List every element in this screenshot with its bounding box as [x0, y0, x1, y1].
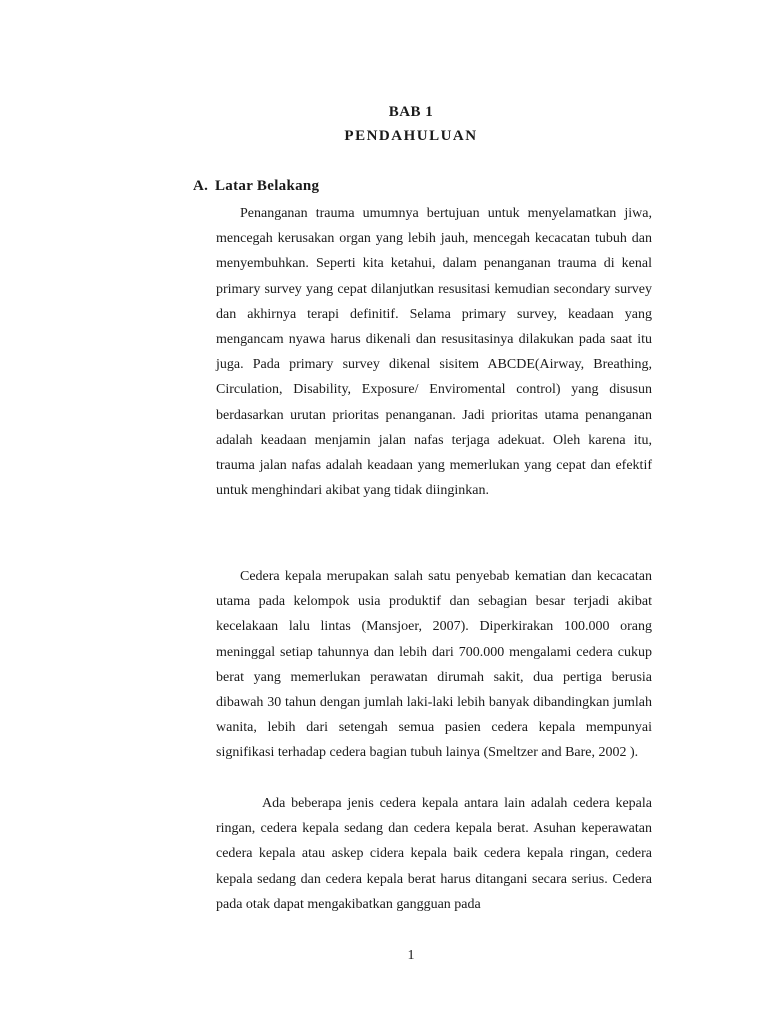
paragraph-3: Ada beberapa jenis cedera kepala antara lain adalah cedera kepala ringan, cedera kepala sedang dan cedera kepala berat. Asuhan keperawatan cedera kepala atau askep cidera kepala baik cedera kepala ringan, cedera kepala sedang dan cedera kepala berat harus ditangani secara serius. Cedera pada otak dapat mengakibatkan gangguan pada	[216, 796, 652, 912]
paragraph-1: Penanganan trauma umumnya bertujuan untuk menyelamatkan jiwa, mencegah kerusakan organ yang lebih jauh, mencegah kecacatan tubuh dan menyembuhkan. Seperti kita ketahui, dalam penanganan trauma di kenal primary survey yang cepat dilanjutkan resusitasi kemudian secondary survey dan akhirnya terapi definitif. Selama primary survey, keadaan yang mengancam nyawa harus dikenali dan resusitasinya dilakukan pada saat itu juga. Pada primary survey dikenal sisitem ABCDE(Airway, Breathing, Circulation, Disability, Exposure/ Enviromental control) yang disusun berdasarkan urutan prioritas penanganan. Jadi prioritas utama penanganan adalah keadaan menjamin jalan nafas terjaga adekuat. Oleh karena itu, trauma jalan nafas adalah keadaan yang memerlukan yang cepat dan efektif untuk menghindari akibat yang tidak diinginkan.	[216, 206, 652, 499]
paragraph-2: Cedera kepala merupakan salah satu penyebab kematian dan kecacatan utama pada kelompok usia produktif dan sebagian besar terjadi akibat kecelakaan lalu lintas (Mansjoer, 2007). Diperkirakan 100.000 orang meninggal setiap tahunnya dan lebih dari 700.000 mengalami cedera cukup berat yang memerlukan perawatan dirumah sakit, dua pertiga berusia dibawah 30 tahun dengan jumlah laki-laki lebih banyak dibandingkan jumlah wanita, lebih dari setengah semua pasien cedera kepala mempunyai signifikasi terhadap cedera bagian tubuh lainya (Smeltzer and Bare, 2002 ).	[216, 569, 652, 761]
chapter-number: BAB 1	[388, 104, 434, 120]
section-heading	[193, 178, 319, 195]
section-letter: A.	[193, 178, 209, 194]
section-title: Latar Belakang	[215, 178, 320, 194]
page-number: 1	[407, 948, 415, 963]
chapter-title: PENDAHULUAN	[344, 128, 478, 144]
